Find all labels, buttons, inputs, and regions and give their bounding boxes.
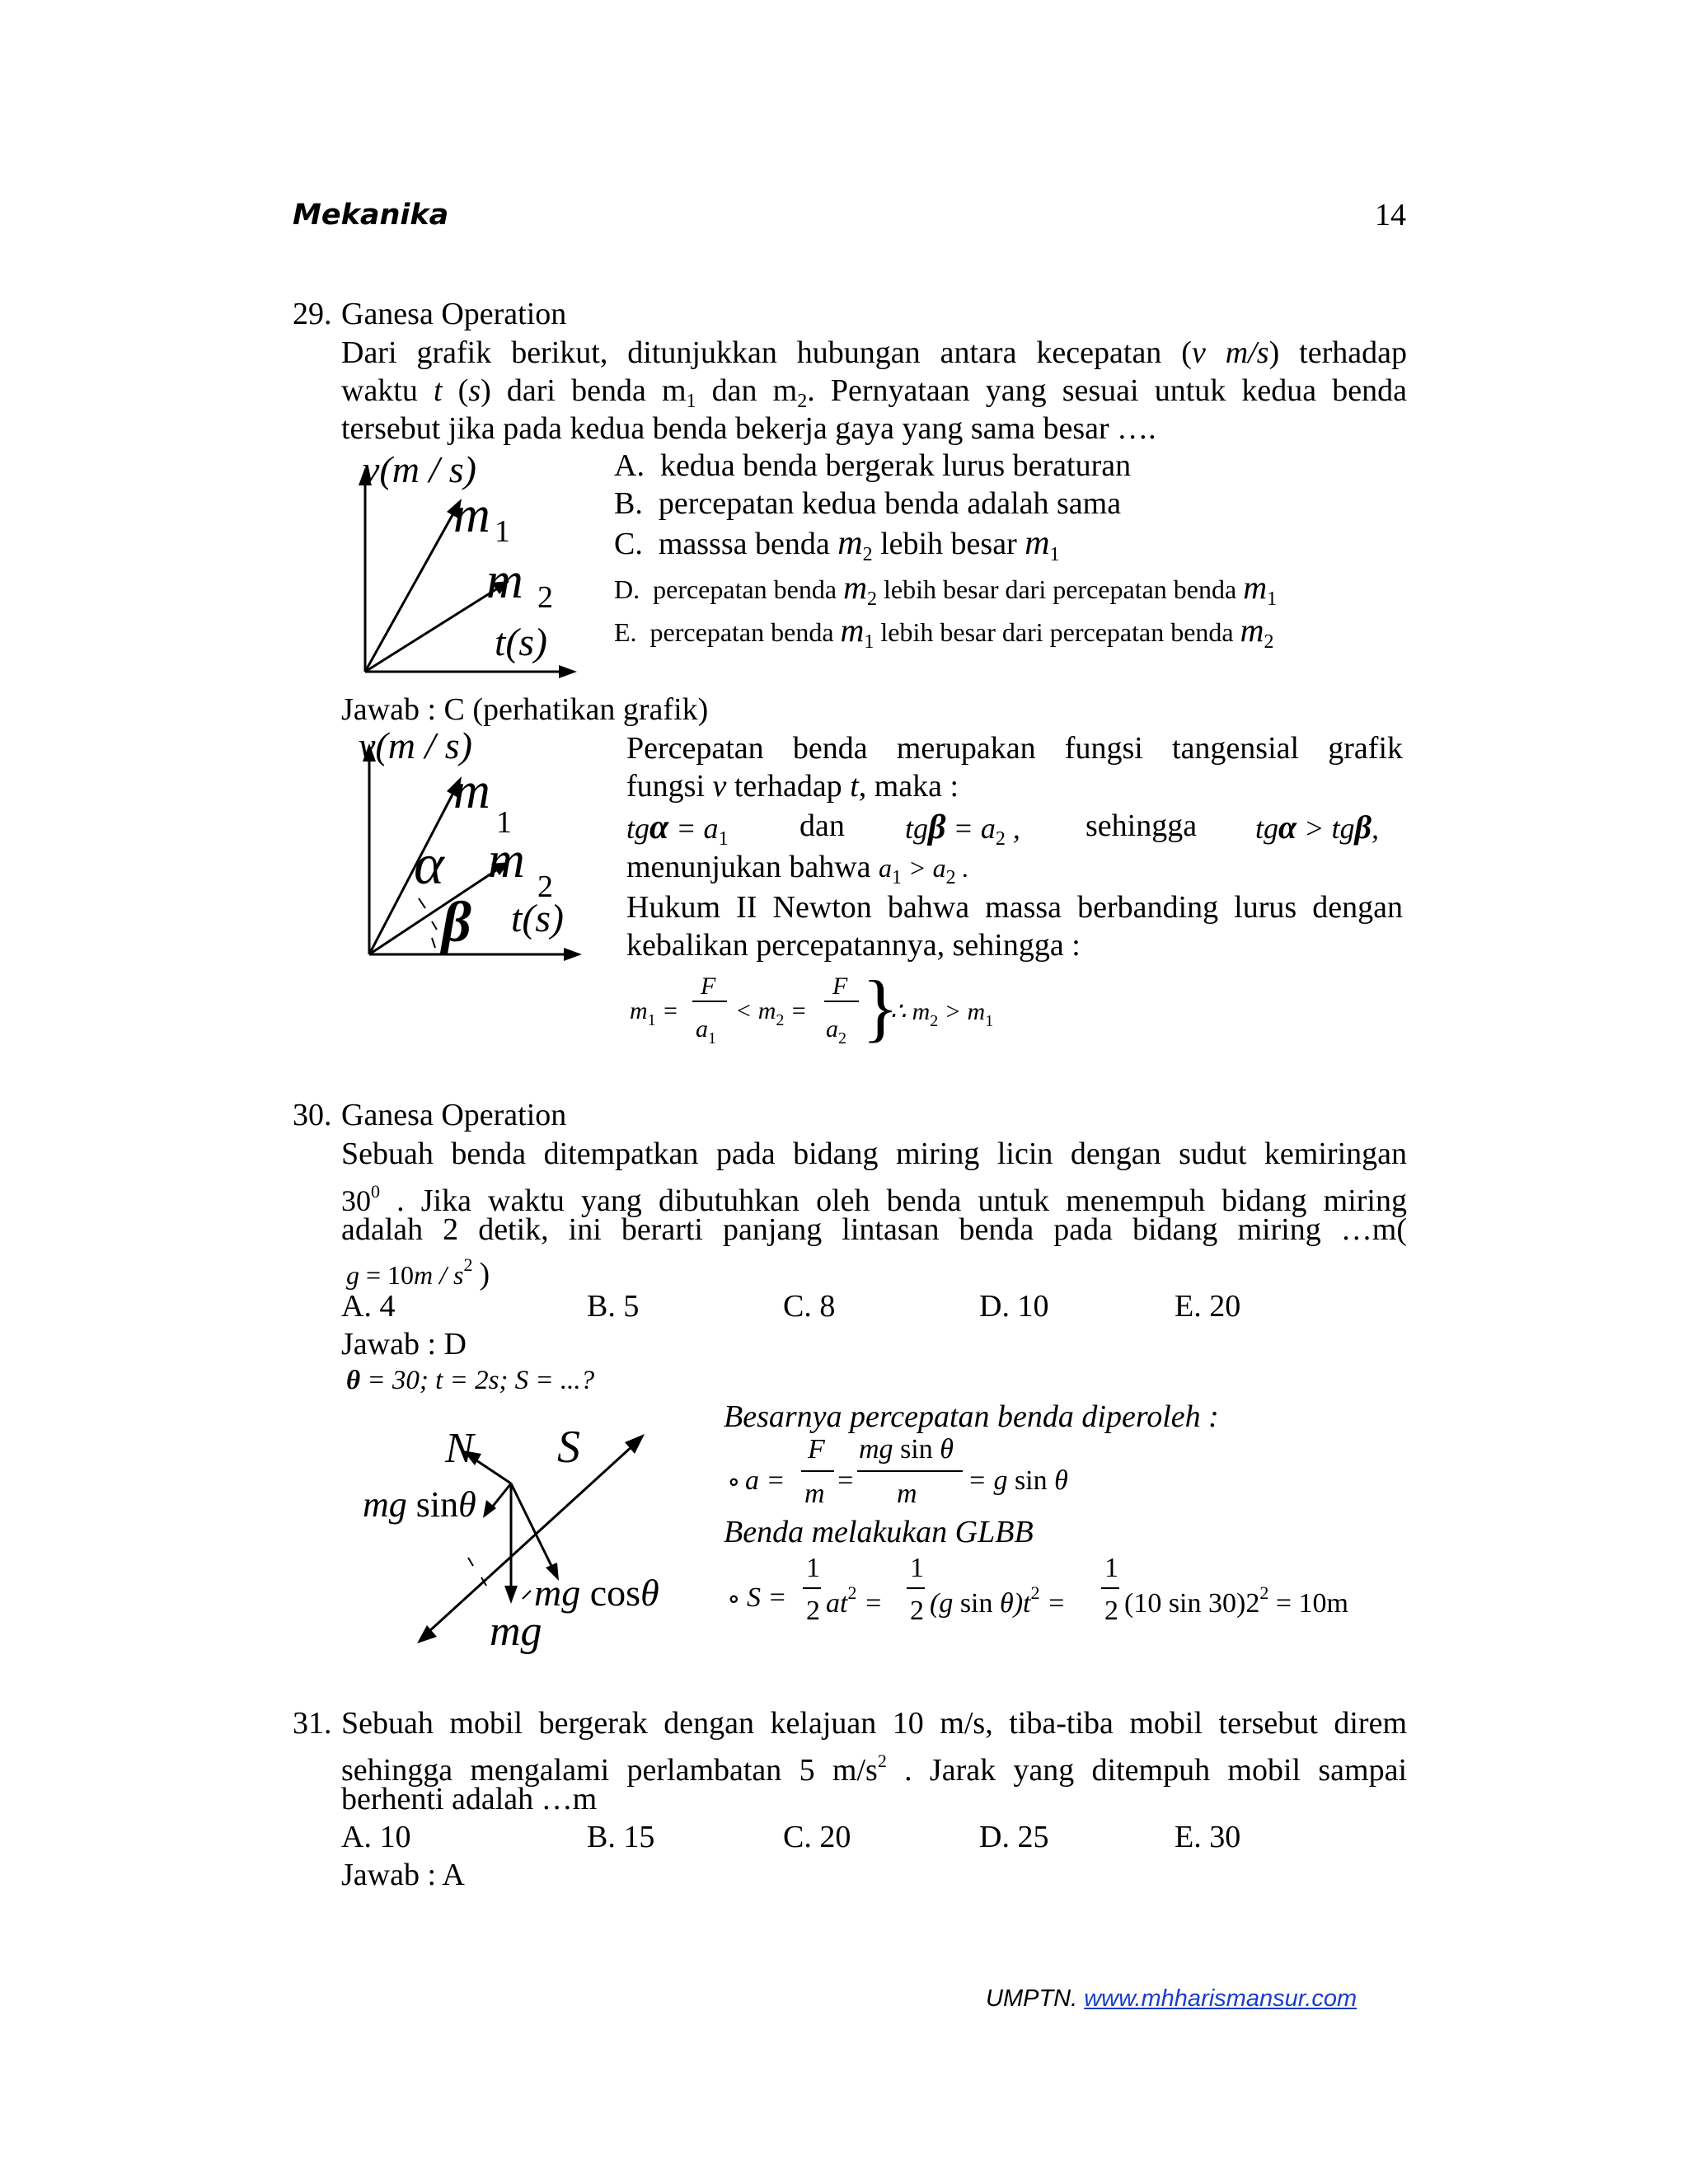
- graph2-m2-sub: 2: [537, 869, 553, 904]
- q31-option-b: B. 15: [587, 1820, 655, 1854]
- q30-force-diagram: [346, 1393, 701, 1665]
- beta-label: β: [442, 891, 471, 954]
- graph1-y-label: v(m / s): [363, 449, 476, 490]
- q29-explanation-line-5: Hukum II Newton bahwa massa berbanding lurus dengan: [626, 890, 1403, 925]
- graph2-m1-sub: 1: [496, 805, 512, 840]
- normal-vector: [476, 1460, 511, 1483]
- graph1-m1-label: m: [453, 487, 490, 543]
- q29-angle-graph: [346, 725, 602, 964]
- q29-mass-formula: $m_1$ = F $a_1$ < $m_2$ = F $a_2$ } ∴ $m_2 > m_1$: [630, 965, 994, 1049]
- q30-option-d: D. 10: [979, 1289, 1049, 1324]
- incline-s-label: S: [557, 1422, 580, 1473]
- beta-angle-arc: [432, 938, 435, 948]
- q30-stem-line-2: $30^0$ . Jika waktu yang dibutuhkan oleh benda untuk menempuh bidang miring: [341, 1181, 1407, 1218]
- q29-stem-line-3: tersebut jika pada kedua benda bekerja gaya yang sama besar ….: [341, 411, 1156, 446]
- q29-answer: Jawab : C (perhatikan grafik): [341, 692, 709, 727]
- x-axis-arrowhead: [559, 665, 577, 678]
- q31-option-e: E. 30: [1175, 1820, 1241, 1854]
- q30-acceleration-formula: ∘ a = F m = mg sin θ m = g sin θ: [727, 1434, 1068, 1509]
- q30-option-b: B. 5: [587, 1289, 640, 1324]
- page-number: 14: [1375, 198, 1406, 232]
- q29-number: 29.: [293, 297, 332, 331]
- q29-explanation-line-1: Percepatan benda merupakan fungsi tangensial grafik: [626, 731, 1403, 766]
- graph2-m2-label: m: [488, 832, 525, 888]
- q29-velocity-time-graph: [346, 449, 585, 680]
- graph1-x-label: t(s): [495, 621, 547, 664]
- q29-stem-line-2: waktu t (s) dari benda $m_1$ dan $m_2$. Pernyataan yang sesuai untuk kedua benda: [341, 373, 1407, 412]
- q29-explanation-line-6: kebalikan percepatannya, sehingga :: [626, 928, 1081, 963]
- q30-given: θ = 30; t = 2s; S = ...?: [346, 1366, 595, 1395]
- graph2-y-label: v(m / s): [359, 725, 472, 766]
- q29-explanation-line-4: menunjukan bahwa $a_1 > a_2$ .: [626, 850, 969, 888]
- running-header-title: Mekanika: [293, 199, 449, 232]
- q31-stem-line-2: sehingga mengalami perlambatan 5 $m/s^2$ . Jarak yang ditempuh mobil sampai: [341, 1750, 1408, 1788]
- m1-line: [365, 513, 453, 672]
- q31-option-c: C. 20: [783, 1820, 851, 1854]
- q30-stem-line-3: adalah 2 detik, ini berarti panjang lintasan benda pada bidang miring …m(: [341, 1212, 1407, 1247]
- graph2-x-label: t(s): [511, 897, 564, 940]
- q29-option-d: D. percepatan benda $m_2$ lebih besar dari percepatan benda $m_1$: [614, 569, 1278, 610]
- alpha-label: α: [414, 833, 444, 897]
- q29-option-e: E. percepatan benda $m_1$ lebih besar dari percepatan benda $m_2$: [614, 612, 1274, 653]
- m2-line: [365, 589, 496, 672]
- projection-dashes: [468, 1558, 531, 1599]
- q30-explanation-line-1: Besarnya percepatan benda diperoleh :: [724, 1399, 1219, 1434]
- mg-arrowhead: [504, 1586, 518, 1604]
- graph1-m1-sub: 1: [495, 514, 510, 549]
- footer-website-link[interactable]: www.mhharismansur.com: [1084, 1985, 1357, 2012]
- graph2-m1-label: m: [453, 763, 490, 819]
- graph1-m2-label: m: [486, 553, 523, 609]
- normal-force-label: N: [445, 1425, 474, 1472]
- q30-distance-formula: ∘ S = 1 2 $at^2$ = 1 2 (g $\sin \theta)t^2$ = 1 2 (10 $\sin 30)2^2 = 10m$: [727, 1553, 1348, 1626]
- footer: [986, 1980, 1357, 2018]
- q29-option-a: A. kedua benda bergerak lurus beraturan: [614, 448, 1132, 483]
- q31-number: 31.: [293, 1706, 332, 1741]
- q29-explanation-line-2: fungsi v terhadap t, maka :: [626, 769, 959, 804]
- q30-number: 30.: [293, 1098, 332, 1132]
- q29-stem-line-1: Dari grafik berikut, ditunjukkan hubungan antara kecepatan (v m/s) terhadap: [341, 335, 1407, 370]
- footer-prefix: UMPTN.: [986, 1985, 1078, 2012]
- q30-answer: Jawab : D: [341, 1327, 467, 1361]
- mgsin-vector: [491, 1483, 511, 1508]
- alpha-angle-arc: [419, 898, 437, 930]
- q31-answer: Jawab : A: [341, 1858, 465, 1892]
- q30-stem-line-4: $g = 10m / s^2$ ): [346, 1254, 490, 1291]
- mg-label: mg: [490, 1608, 542, 1655]
- q29-option-b: B. percepatan kedua benda adalah sama: [614, 486, 1122, 521]
- q29-option-c: C. masssa benda $m_2$ lebih besar $m_1$: [614, 524, 1060, 565]
- graph1-m2-sub: 2: [537, 580, 553, 615]
- x-axis-arrowhead: [564, 948, 582, 961]
- q30-option-e: E. 20: [1175, 1289, 1241, 1324]
- mgsin-label: mg sinθ: [363, 1484, 476, 1525]
- q31-option-a: A. 10: [341, 1820, 411, 1854]
- q29-tangent-relation: $tg\alpha = a_1$ dan $tg\beta = a_2$ , sehingga tgα > tgβ,: [626, 808, 1379, 850]
- q31-option-d: D. 25: [979, 1820, 1049, 1854]
- q30-stem-line-1: Sebuah benda ditempatkan pada bidang miring licin dengan sudut kemiringan: [341, 1137, 1407, 1171]
- mgcos-label: mg cosθ: [534, 1572, 659, 1614]
- q31-stem-line-3: berhenti adalah …m: [341, 1782, 598, 1816]
- q30-source: Ganesa Operation: [341, 1098, 567, 1132]
- q30-option-a: A. 4: [341, 1289, 396, 1324]
- q31-stem-line-1: Sebuah mobil bergerak dengan kelajuan 10 m/s, tiba-tiba mobil tersebut direm: [341, 1706, 1407, 1741]
- q30-option-c: C. 8: [783, 1289, 836, 1324]
- q29-source: Ganesa Operation: [341, 297, 567, 331]
- q30-explanation-line-3: Benda melakukan GLBB: [724, 1515, 1034, 1549]
